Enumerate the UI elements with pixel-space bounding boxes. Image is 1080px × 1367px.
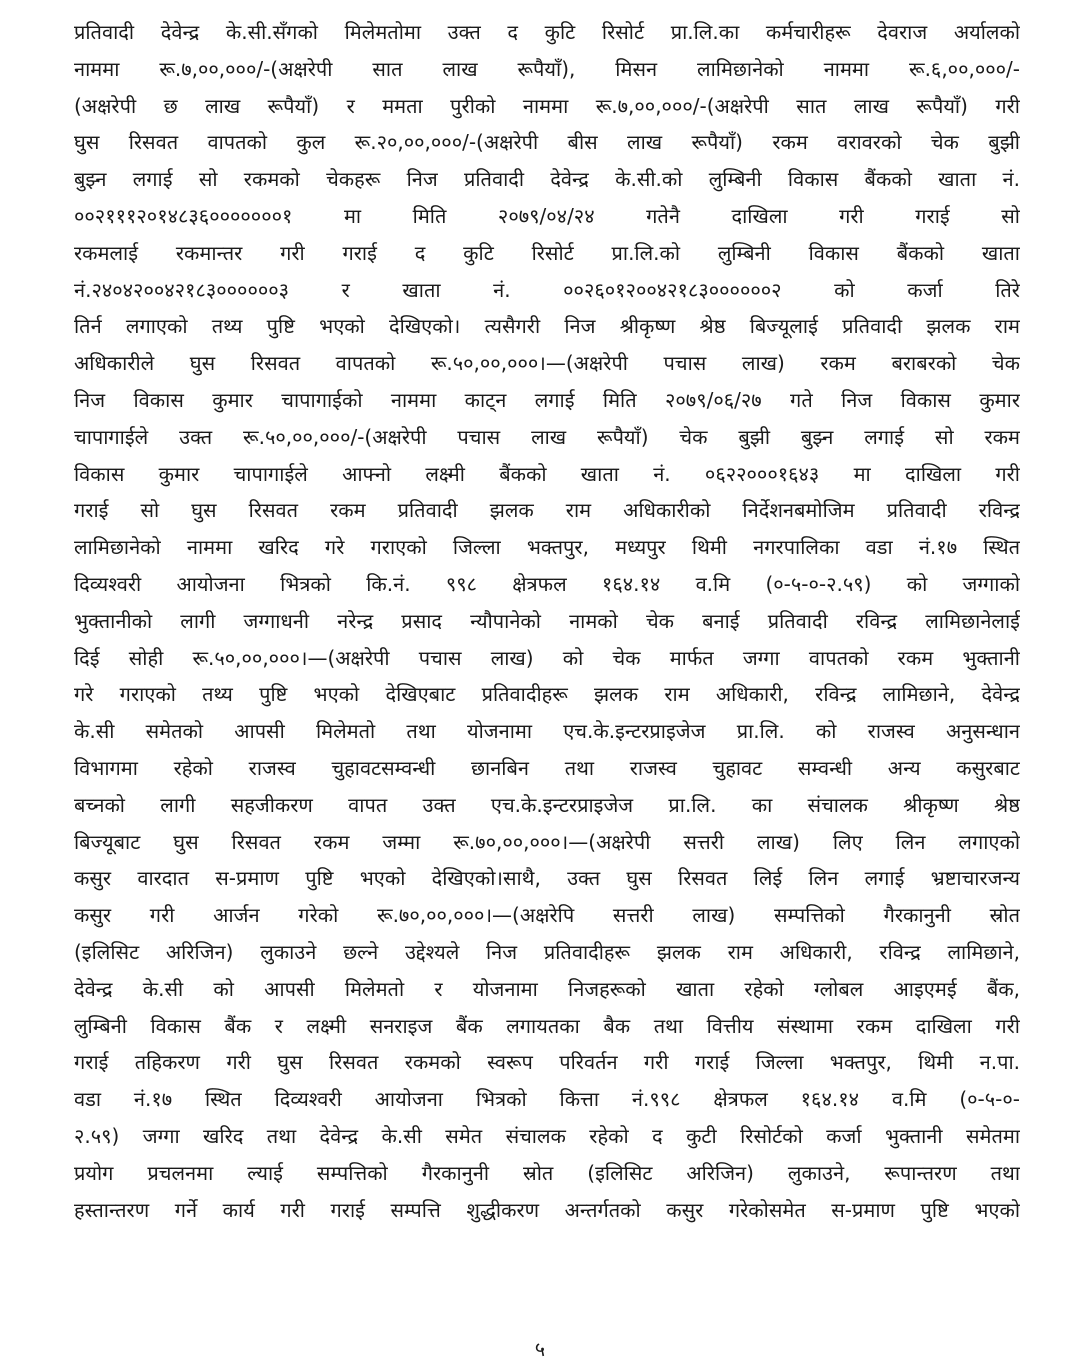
text-line: २.५९) जग्गा खरिद तथा देवेन्द्र के.सी समेत संचालक रहेको द कुटी रिसोर्टको कर्जा भुक्तानी समेतमा [74, 1123, 1020, 1148]
text-line: विकास कुमार चापागाईले आफ्नो लक्ष्मी बैंकको खाता नं. ०६२२०००१६४३ मा दाखिला गरी [74, 461, 1020, 486]
text-line: दिई सोही रू.५०,००,०००।—(अक्षरेपी पचास लाख) को चेक मार्फत जग्गा वापतको रकम भुक्तानी [74, 645, 1020, 670]
text-line: हस्तान्तरण गर्ने कार्य गरी गराई सम्पत्ति शुद्धीकरण अन्तर्गतको कसुर गरेकोसमेत स-प्रमाण पुष्टि भएको [74, 1197, 1020, 1222]
text-line: बुझ्न लगाई सो रकमको चेकहरू निज प्रतिवादी देवेन्द्र के.सी.को लुम्बिनी विकास बैंकको खाता नं. [74, 167, 1020, 192]
text-line: बिज्यूबाट घुस रिसवत रकम जम्मा रू.७०,००,०००।—(अक्षरेपी सत्तरी लाख) लिए लिन लगाएको [74, 829, 1020, 854]
text-line: ००२१११२०१४८३६०००००००१ मा मिति २०७९/०४/२४ गतेनै दाखिला गरी गराई सो [74, 203, 1020, 228]
text-line: कसुर वारदात स-प्रमाण पुष्टि भएको देखिएको।साथै, उक्त घुस रिसवत लिई लिन लगाई भ्रष्टाचारजन्य [74, 866, 1020, 891]
text-line: कसुर गरी आर्जन गरेको रू.७०,००,०००।—(अक्षरेपि सत्तरी लाख) सम्पत्तिको गैरकानुनी स्रोत [74, 903, 1020, 928]
text-line: बच्नको लागी सहजीकरण वापत उक्त एच.के.इन्टरप्राइजेज प्रा.लि. का संचालक श्रीकृष्ण श्रेष्ठ [74, 792, 1020, 817]
text-line: नं.२४०४२००४२१८३००००००३ र खाता नं. ००२६०१२००४२१८३००००००२ को कर्जा तिरे [74, 277, 1020, 302]
text-line: निज विकास कुमार चापागाईको नाममा काट्न लगाई मिति २०७९/०६/२७ गते निज विकास कुमार [74, 387, 1020, 412]
text-line: रकमलाई रकमान्तर गरी गराई द कुटि रिसोर्ट प्रा.लि.को लुम्बिनी विकास बैंकको खाता [74, 240, 1020, 265]
document-body [74, 14, 1020, 1228]
text-line: गरे गराएको तथ्य पुष्टि भएको देखिएबाट प्रतिवादीहरू झलक राम अधिकारी, रविन्द्र लामिछाने, देवेन्द्र [74, 682, 1020, 707]
text-line: विभागमा रहेको राजस्व चुहावटसम्वन्धी छानबिन तथा राजस्व चुहावट सम्वन्धी अन्य कसुरबाट [74, 755, 1020, 780]
text-line: घुस रिसवत वापतको कुल रू.२०,००,०००/-(अक्षरेपी बीस लाख रूपैयाँ) रकम वरावरको चेक बुझी [74, 130, 1020, 155]
text-line: गराई सो घुस रिसवत रकम प्रतिवादी झलक राम अधिकारीको निर्देशनबमोजिम प्रतिवादी रविन्द्र [74, 498, 1020, 523]
text-line: दिव्यश्वरी आयोजना भित्रको कि.नं. ९९८ क्षेत्रफल १६४.१४ व.मि (०-५-०-२.५९) को जग्गाको [74, 571, 1020, 596]
text-line: तिर्न लगाएको तथ्य पुष्टि भएको देखिएको। त्यसैगरी निज श्रीकृष्ण श्रेष्ठ बिज्यूलाई प्रतिवादी झलक राम [74, 314, 1020, 339]
text-line: प्रतिवादी देवेन्द्र के.सी.सँगको मिलेमतोमा उक्त द कुटि रिसोर्ट प्रा.लि.का कर्मचारीहरू देवराज अर्यालको [74, 20, 1020, 44]
text-line: लामिछानेको नाममा खरिद गरे गराएको जिल्ला भक्तपुर, मध्यपुर थिमी नगरपालिका वडा नं.१७ स्थित [74, 535, 1020, 560]
text-line: गराई तहिकरण गरी घुस रिसवत रकमको स्वरूप परिवर्तन गरी गराई जिल्ला भक्तपुर, थिमी न.पा. [74, 1050, 1020, 1075]
text-line: देवेन्द्र के.सी को आपसी मिलेमतो र योजनामा निजहरूको खाता रहेको ग्लोबल आइएमई बैंक, [74, 976, 1020, 1001]
text-line: (इलिसिट अरिजिन) लुकाउने छल्ने उद्देश्यले निज प्रतिवादीहरू झलक राम अधिकारी, रविन्द्र लामिछाने, [74, 939, 1020, 964]
page-number: ५ [534, 1337, 546, 1361]
text-line: के.सी समेतको आपसी मिलेमतो तथा योजनामा एच.के.इन्टरप्राइजेज प्रा.लि. को राजस्व अनुसन्धान [74, 719, 1020, 744]
text-line: अधिकारीले घुस रिसवत वापतको रू.५०,००,०००।—(अक्षरेपी पचास लाख) रकम बराबरको चेक [74, 351, 1020, 376]
text-line: चापागाईले उक्त रू.५०,००,०००/-(अक्षरेपी पचास लाख रूपैयाँ) चेक बुझी बुझ्न लगाई सो रकम [74, 424, 1020, 449]
text-line: भुक्तानीको लागी जग्गाधनी नरेन्द्र प्रसाद न्यौपानेको नामको चेक बनाई प्रतिवादी रविन्द्र लामिछानेलाई [74, 608, 1020, 633]
text-line: वडा नं.१७ स्थित दिव्यश्वरी आयोजना भित्रको कित्ता नं.९९८ क्षेत्रफल १६४.१४ व.मि (०-५-०- [74, 1087, 1020, 1112]
text-line: लुम्बिनी विकास बैंक र लक्ष्मी सनराइज बैंक लगायतका बैक तथा वित्तीय संस्थामा रकम दाखिला गरी [74, 1013, 1020, 1038]
text-line: नाममा रू.७,००,०००/-(अक्षरेपी सात लाख रूपैयाँ), मिसन लामिछानेको नाममा रू.६,००,०००/- [74, 56, 1020, 81]
text-line: (अक्षरेपी छ लाख रूपैयाँ) र ममता पुरीको नाममा रू.७,००,०००/-(अक्षरेपी सात लाख रूपैयाँ) गरी [74, 93, 1020, 118]
text-line: प्रयोग प्रचलनमा ल्याई सम्पत्तिको गैरकानुनी स्रोत (इलिसिट अरिजिन) लुकाउने, रूपान्तरण तथा [74, 1160, 1020, 1185]
